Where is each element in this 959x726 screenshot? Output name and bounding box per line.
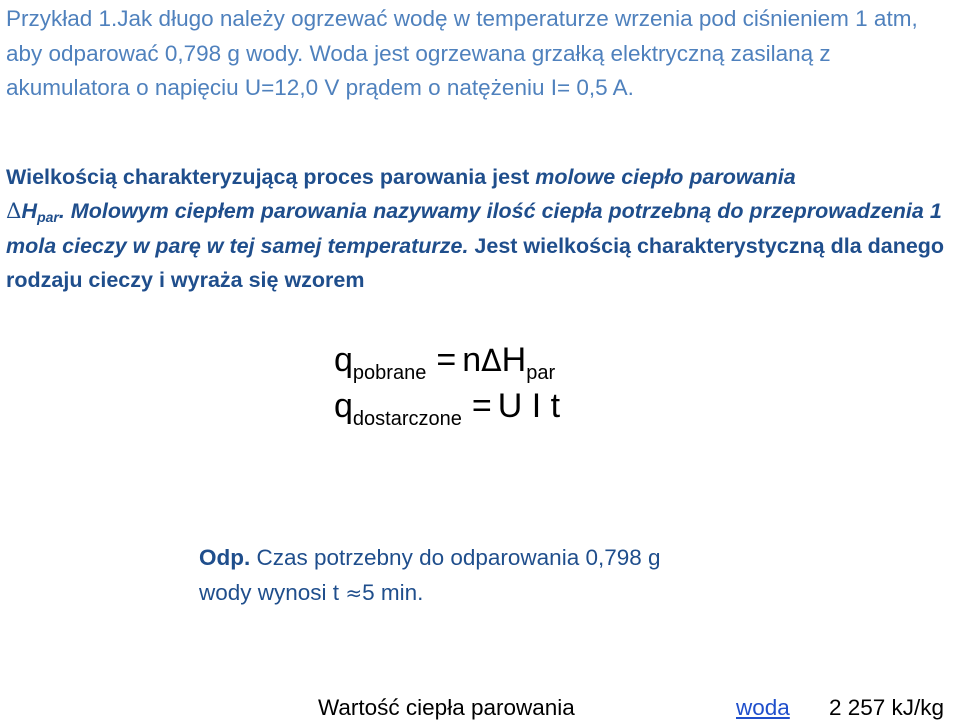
intro-text: Wielkością charakteryzującą proces parowania jest — [6, 165, 536, 189]
q-sub-dostarczone: dostarczone — [352, 408, 462, 430]
q-symbol: q — [334, 341, 353, 379]
answer-block — [199, 540, 799, 611]
definition-paragraph — [6, 160, 951, 297]
heat-label: Wartość ciepła parowania — [318, 695, 575, 720]
n-symbol: n — [462, 341, 482, 379]
delta-symbol-formula: Δ — [481, 344, 502, 379]
approx-symbol: ≈ — [345, 581, 363, 605]
h-symbol: H — [501, 341, 527, 379]
answer-label: Odp. — [199, 545, 251, 570]
water-link[interactable]: woda — [736, 695, 790, 720]
delta-symbol: Δ — [6, 199, 22, 224]
rest-text: Jest wielkością charakterystyczną dla danego rodzaju cieczy i wyraża się wzorem — [6, 234, 945, 292]
h-sub-par: par — [526, 362, 556, 384]
answer-text-3: 5 min. — [362, 580, 424, 605]
uit-expression: U I t — [497, 387, 561, 425]
symbol-sub: par — [37, 209, 59, 225]
problem-statement: Przykład 1.Jak długo należy ogrzewać wodę w temperaturze wrzenia pod ciśnieniem 1 atm, aby odparować 0,798 g wody. Woda jest ogrzewana grzałką elektryczną zasilaną z akumulatora o napięciu U=12,0 V prądem o natężeniu I= 0,5 A. — [6, 6, 918, 100]
formula-block — [334, 338, 614, 428]
formula-line-2 — [334, 384, 614, 428]
symbol-h: H — [21, 199, 38, 223]
definition-text: . Molowym ciepłem parowania nazywamy ilość ciepła potrzebną do przeprowadzenia 1 mola cieczy w parę w tej samej temperaturze. — [6, 199, 942, 258]
q-sub-pobrane: pobrane — [352, 362, 427, 384]
answer-text-1: Czas potrzebny do odparowania 0,798 g — [250, 545, 661, 570]
formula-line-1 — [334, 338, 614, 384]
equals-sign: = — [436, 341, 457, 379]
answer-text-2: wody wynosi t — [199, 580, 346, 605]
q-symbol-2: q — [334, 387, 353, 425]
equals-sign-2: = — [471, 387, 492, 425]
term-text: molowe ciepło parowania — [535, 165, 796, 189]
heat-value: 2 257 kJ/kg — [829, 695, 945, 720]
